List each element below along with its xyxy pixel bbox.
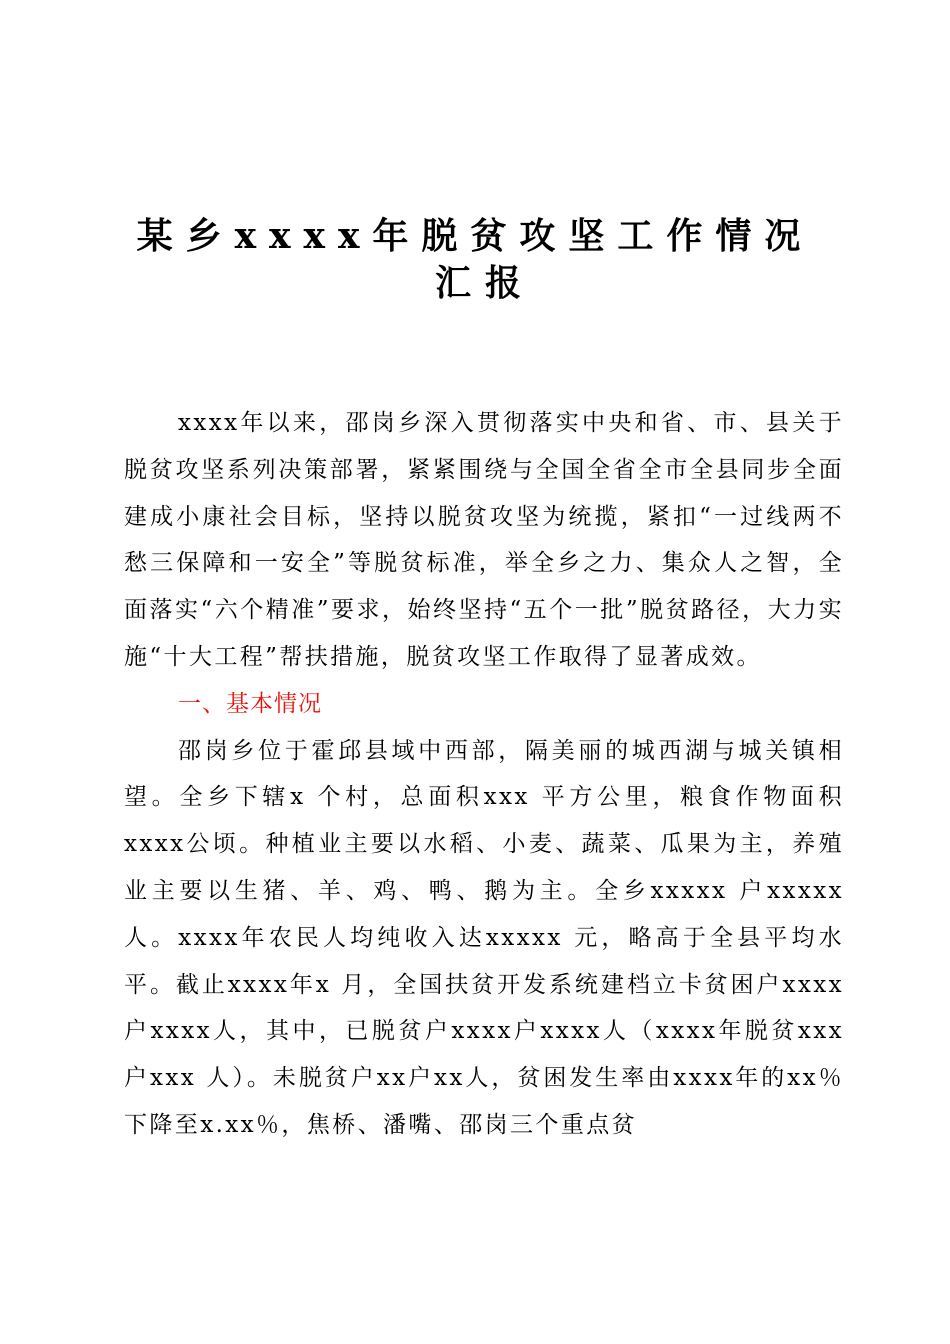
- document-title-line-2: 汇报: [434, 262, 535, 304]
- document-body: [124, 400, 844, 1149]
- document-title-line-1: 某乡xxxx年脱贫攻坚工作情况: [136, 215, 814, 257]
- section-heading-basic-info: 一、基本情况: [178, 690, 322, 717]
- basic-info-paragraph: 邵岗乡位于霍邱县域中西部，隔美丽的城西湖与城关镇相望。全乡下辖x 个村，总面积xxx 平方公里，粮食作物面积xxxx公顷。种植业主要以水稻、小麦、蔬菜、瓜果为主，养殖业主要以生猪、羊、鸡、鸭、鹅为主。全乡xxxxx 户xxxxx 人。xxxx年农民人均纯收入达xxxxx 元，略高于全县平均水平。截止xxxx年x 月，全国扶贫开发系统建档立卡贫困户xxxx户xxxx人，其中，已脱贫户xxxx户xxxx人（xxxx年脱贫xxx 户xxx 人）。未脱贫户xx户xx人，贫困发生率由xxxx年的xx％下降至x.xx％，焦桥、潘嘴、邵岗三个重点贫: [124, 737, 844, 1138]
- intro-paragraph: xxxx年以来，邵岗乡深入贯彻落实中央和省、市、县关于脱贫攻坚系列决策部署，紧紧围绕与全国全省全市全县同步全面建成小康社会目标，坚持以脱贫攻坚为统揽，紧扣“一过线两不愁三保障和一安全”等脱贫标准，举全乡之力、集众人之智，全面落实“六个精准”要求，始终坚持“五个一批”脱贫路径，大力实施“十大工程”帮扶措施，脱贫攻坚工作取得了显著成效。: [124, 410, 844, 670]
